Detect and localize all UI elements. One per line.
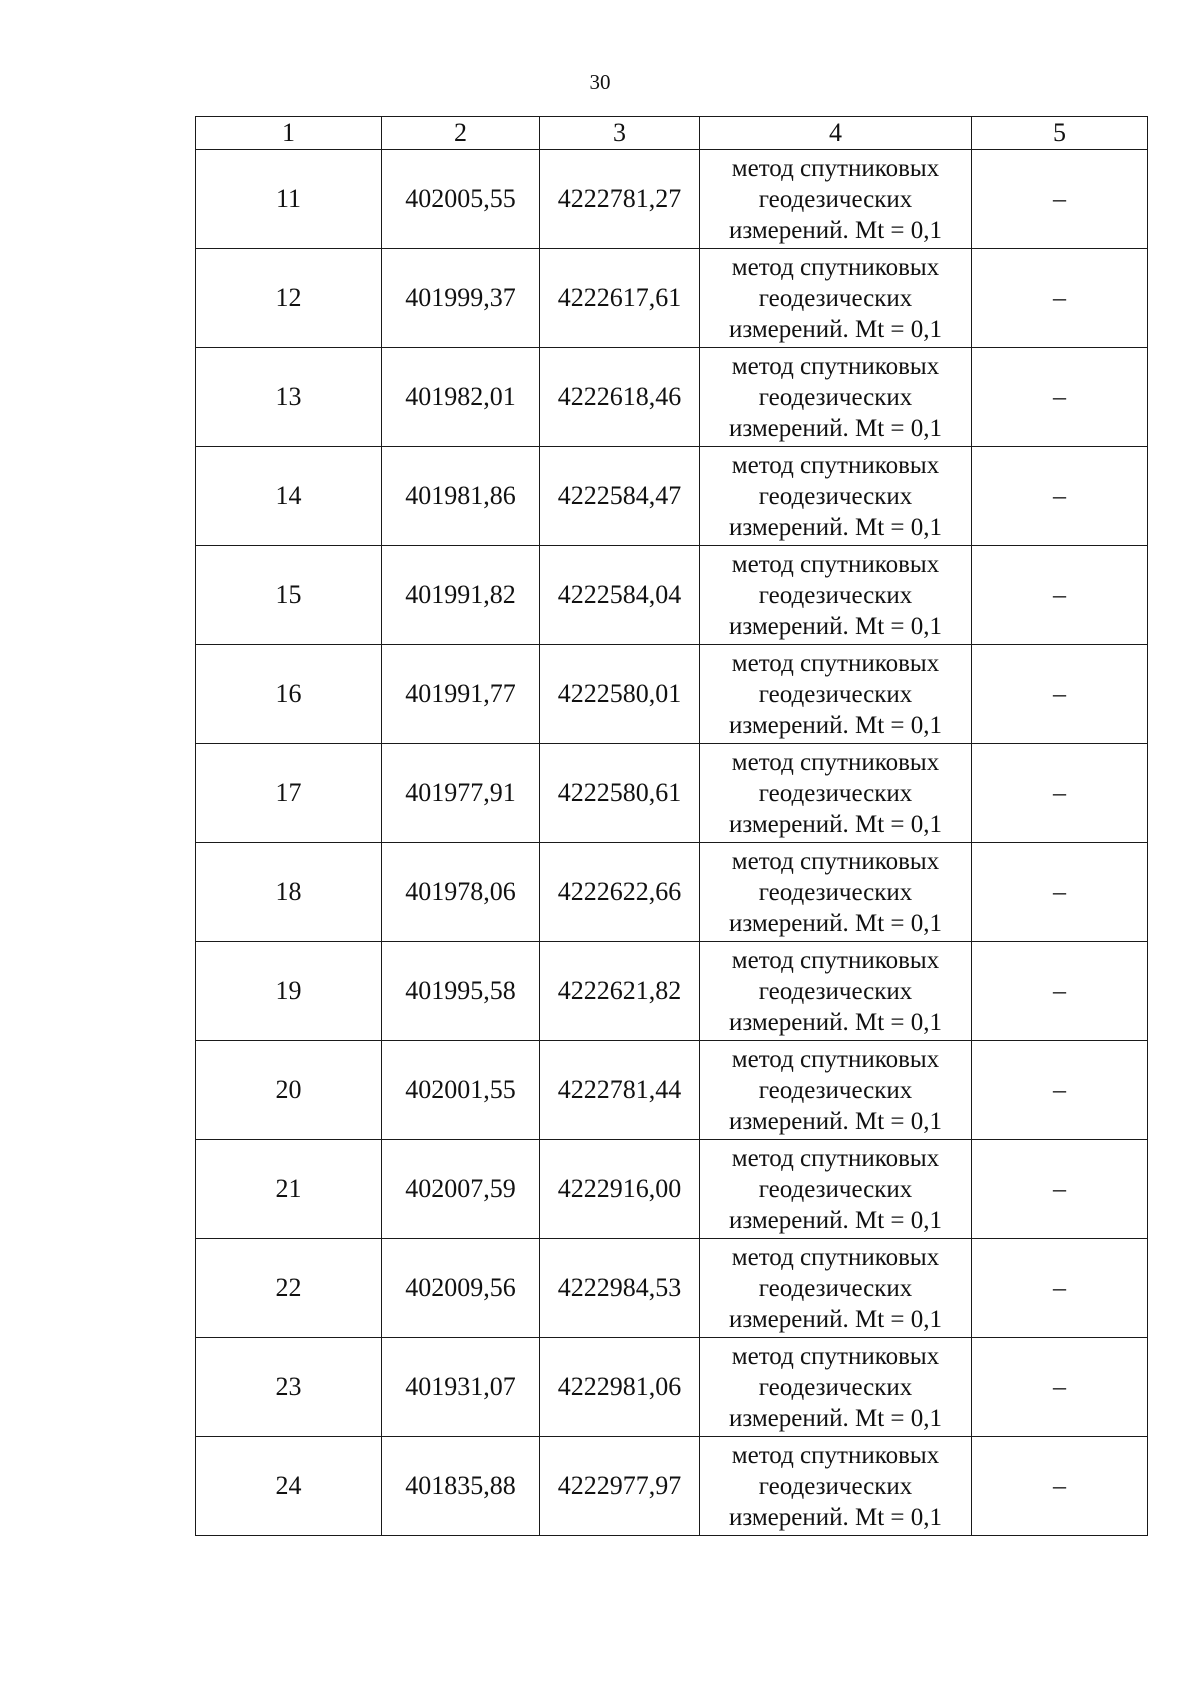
note-cell: – [972,942,1148,1041]
x-coordinate-cell: 401995,58 [382,942,540,1041]
y-coordinate-cell: 4222781,44 [540,1041,700,1140]
table-row [196,744,1148,843]
x-coordinate-cell: 401981,86 [382,447,540,546]
x-coordinate-cell: 402001,55 [382,1041,540,1140]
table-row [196,1140,1148,1239]
y-coordinate-cell: 4222621,82 [540,942,700,1041]
table-body [196,150,1148,1536]
x-coordinate-cell: 402007,59 [382,1140,540,1239]
note-cell: – [972,1140,1148,1239]
column-header-3: 3 [540,117,700,150]
point-number-cell: 15 [196,546,382,645]
note-cell: – [972,348,1148,447]
note-cell: – [972,1338,1148,1437]
method-cell: метод спутниковых геодезических измерений. Mt = 0,1 [700,1239,972,1338]
point-number-cell: 22 [196,1239,382,1338]
method-cell: метод спутниковых геодезических измерений. Mt = 0,1 [700,1437,972,1536]
y-coordinate-cell: 4222977,97 [540,1437,700,1536]
table-row [196,546,1148,645]
x-coordinate-cell: 401982,01 [382,348,540,447]
method-cell: метод спутниковых геодезических измерений. Mt = 0,1 [700,744,972,843]
table-row [196,348,1148,447]
method-cell: метод спутниковых геодезических измерений. Mt = 0,1 [700,546,972,645]
point-number-cell: 23 [196,1338,382,1437]
method-cell: метод спутниковых геодезических измерений. Mt = 0,1 [700,1338,972,1437]
point-number-cell: 11 [196,150,382,249]
column-header-5: 5 [972,117,1148,150]
note-cell: – [972,1437,1148,1536]
x-coordinate-cell: 401991,77 [382,645,540,744]
y-coordinate-cell: 4222617,61 [540,249,700,348]
method-cell: метод спутниковых геодезических измерений. Mt = 0,1 [700,249,972,348]
point-number-cell: 18 [196,843,382,942]
note-cell: – [972,447,1148,546]
note-cell: – [972,843,1148,942]
table-row [196,843,1148,942]
y-coordinate-cell: 4222584,47 [540,447,700,546]
table-row [196,249,1148,348]
column-header-4: 4 [700,117,972,150]
method-cell: метод спутниковых геодезических измерений. Mt = 0,1 [700,942,972,1041]
table-row [196,150,1148,249]
point-number-cell: 24 [196,1437,382,1536]
page-number: 30 [589,70,611,94]
coordinates-table [195,116,1148,1536]
note-cell: – [972,150,1148,249]
x-coordinate-cell: 402009,56 [382,1239,540,1338]
y-coordinate-cell: 4222618,46 [540,348,700,447]
y-coordinate-cell: 4222984,53 [540,1239,700,1338]
y-coordinate-cell: 4222781,27 [540,150,700,249]
table-row [196,447,1148,546]
y-coordinate-cell: 4222584,04 [540,546,700,645]
table-row [196,1338,1148,1437]
method-cell: метод спутниковых геодезических измерений. Mt = 0,1 [700,348,972,447]
note-cell: – [972,249,1148,348]
y-coordinate-cell: 4222580,01 [540,645,700,744]
column-header-1: 1 [196,117,382,150]
table-header-row [196,117,1148,150]
note-cell: – [972,546,1148,645]
y-coordinate-cell: 4222622,66 [540,843,700,942]
x-coordinate-cell: 401991,82 [382,546,540,645]
table-row [196,1239,1148,1338]
method-cell: метод спутниковых геодезических измерений. Mt = 0,1 [700,150,972,249]
table-row [196,1041,1148,1140]
table-row [196,942,1148,1041]
point-number-cell: 19 [196,942,382,1041]
table-row [196,1437,1148,1536]
x-coordinate-cell: 401931,07 [382,1338,540,1437]
point-number-cell: 16 [196,645,382,744]
point-number-cell: 21 [196,1140,382,1239]
x-coordinate-cell: 401977,91 [382,744,540,843]
point-number-cell: 14 [196,447,382,546]
y-coordinate-cell: 4222981,06 [540,1338,700,1437]
y-coordinate-cell: 4222580,61 [540,744,700,843]
x-coordinate-cell: 401978,06 [382,843,540,942]
method-cell: метод спутниковых геодезических измерений. Mt = 0,1 [700,645,972,744]
point-number-cell: 17 [196,744,382,843]
note-cell: – [972,1041,1148,1140]
point-number-cell: 13 [196,348,382,447]
x-coordinate-cell: 401999,37 [382,249,540,348]
method-cell: метод спутниковых геодезических измерений. Mt = 0,1 [700,1041,972,1140]
column-header-2: 2 [382,117,540,150]
table-row [196,645,1148,744]
y-coordinate-cell: 4222916,00 [540,1140,700,1239]
note-cell: – [972,645,1148,744]
note-cell: – [972,744,1148,843]
point-number-cell: 20 [196,1041,382,1140]
x-coordinate-cell: 402005,55 [382,150,540,249]
note-cell: – [972,1239,1148,1338]
x-coordinate-cell: 401835,88 [382,1437,540,1536]
method-cell: метод спутниковых геодезических измерений. Mt = 0,1 [700,1140,972,1239]
point-number-cell: 12 [196,249,382,348]
method-cell: метод спутниковых геодезических измерений. Mt = 0,1 [700,447,972,546]
method-cell: метод спутниковых геодезических измерений. Mt = 0,1 [700,843,972,942]
